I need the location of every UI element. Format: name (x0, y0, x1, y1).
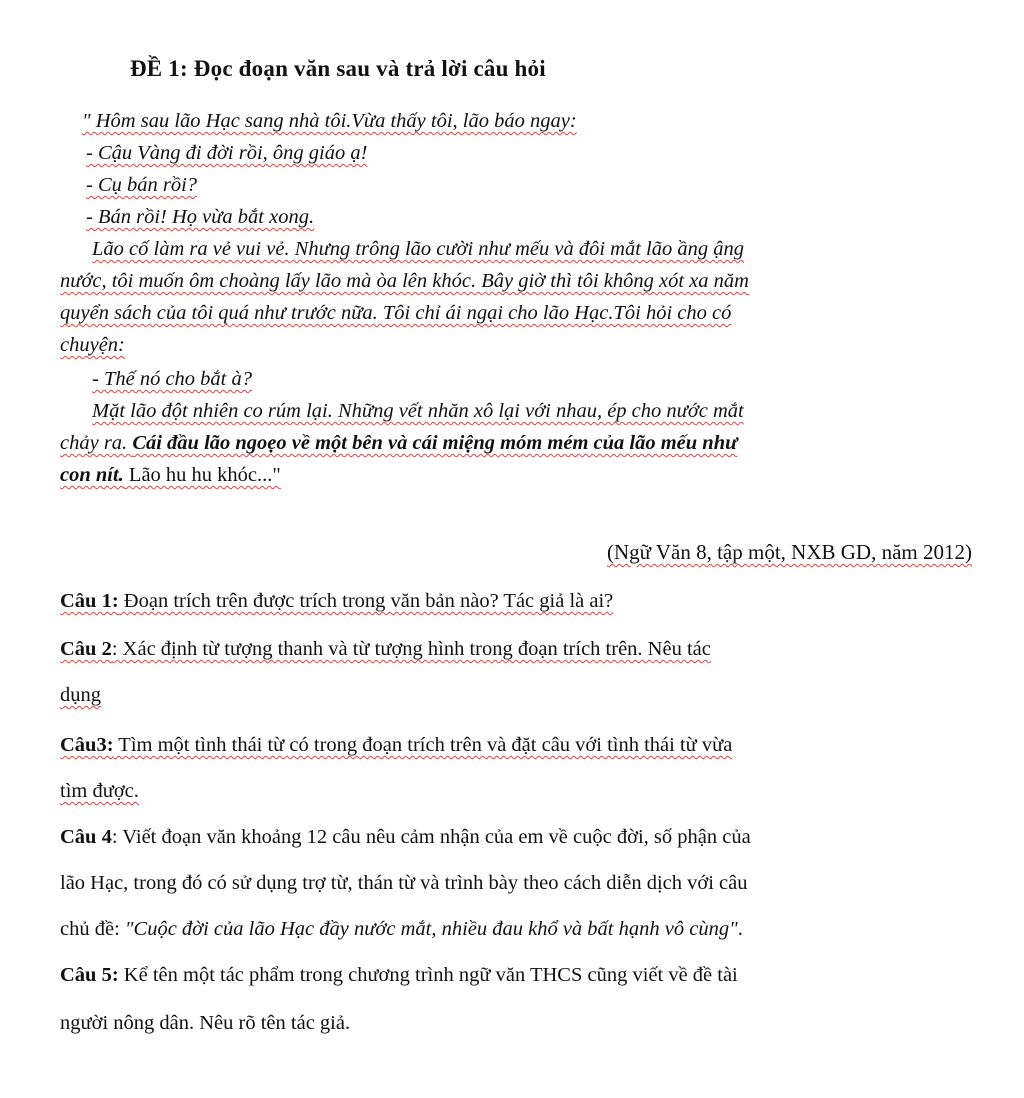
question-text: . (737, 918, 743, 940)
passage-line-3: - Cụ bán rồi? (86, 174, 198, 196)
question-text: Đoạn trích trên được trích trong văn bản nào? Tác giả là ai? (118, 590, 614, 612)
question-label: Câu 1: (60, 590, 119, 612)
question-2-continued: dụng (60, 684, 101, 706)
question-3-continued: tìm được. (60, 780, 139, 802)
passage-bold-text: con nít. (60, 464, 124, 486)
passage-line-8: chuyện: (60, 334, 125, 356)
question-2 (60, 638, 711, 661)
question-5-continued: người nông dân. Nêu rõ tên tác giả. (60, 1012, 351, 1034)
question-text: : Xác định từ tượng thanh và từ tượng hình trong đoạn trích trên. Nêu tác (111, 638, 711, 660)
question-4-continued (60, 918, 743, 941)
passage-text: Lão hu hu khóc..." (123, 464, 281, 486)
passage-line-10: Mặt lão đột nhiên co rúm lại. Những vết nhăn xô lại với nhau, ép cho nước mắt (92, 400, 744, 422)
question-5 (60, 964, 738, 987)
passage-line-7: quyển sách của tôi quá như trước nữa. Tôi chỉ ái ngại cho lão Hạc.Tôi hỏi cho có (60, 302, 732, 324)
passage-line-2: - Cậu Vàng đi đời rồi, ông giáo ạ! (86, 142, 368, 164)
passage-line-6: nước, tôi muốn ôm choàng lấy lão mà òa lên khóc. Bây giờ thì tôi không xót xa năm (60, 270, 749, 292)
question-1 (60, 590, 613, 613)
passage-line-5: Lão cố làm ra vẻ vui vẻ. Nhưng trông lão cười như mếu và đôi mắt lão ầng ậng (92, 238, 745, 260)
question-label: Câu 5: (60, 964, 119, 986)
passage-line-12 (60, 464, 281, 487)
question-label: Câu3: (60, 734, 114, 756)
question-label: Câu 4 (60, 826, 112, 848)
passage-line-4: - Bán rồi! Họ vừa bắt xong. (86, 206, 315, 228)
page-title: ĐỀ 1: Đọc đoạn văn sau và trả lời câu hỏi (130, 56, 546, 81)
passage-bold-text: Cái đầu lão ngoẹo về một bên và cái miệng móm mém của lão mếu như (132, 432, 738, 454)
passage-text: chảy ra. (60, 432, 133, 454)
question-4 (60, 826, 751, 849)
question-text: Tìm một tình thái từ có trong đoạn trích trên và đặt câu với tình thái từ vừa (113, 734, 733, 756)
question-quote: "Cuộc đời của lão Hạc đầy nước mắt, nhiều đau khổ và bất hạnh vô cùng" (124, 918, 738, 940)
question-3 (60, 734, 732, 757)
question-text: chủ đề: (60, 918, 125, 940)
question-text: Kể tên một tác phẩm trong chương trình ngữ văn THCS cũng viết về đề tài (118, 964, 738, 986)
question-text: : Viết đoạn văn khoảng 12 câu nêu cảm nhận của em về cuộc đời, số phận của (111, 826, 751, 848)
question-label: Câu 2 (60, 638, 112, 660)
question-4-continued: lão Hạc, trong đó có sử dụng trợ từ, thán từ và trình bày theo cách diễn dịch với câu (60, 872, 748, 894)
passage-line-9: - Thế nó cho bắt à? (92, 368, 252, 390)
citation: (Ngữ Văn 8, tập một, NXB GD, năm 2012) (606, 540, 972, 564)
passage-line-11 (60, 432, 737, 455)
passage-line-1: " Hôm sau lão Hạc sang nhà tôi.Vừa thấy tôi, lão báo ngay: (82, 110, 577, 132)
